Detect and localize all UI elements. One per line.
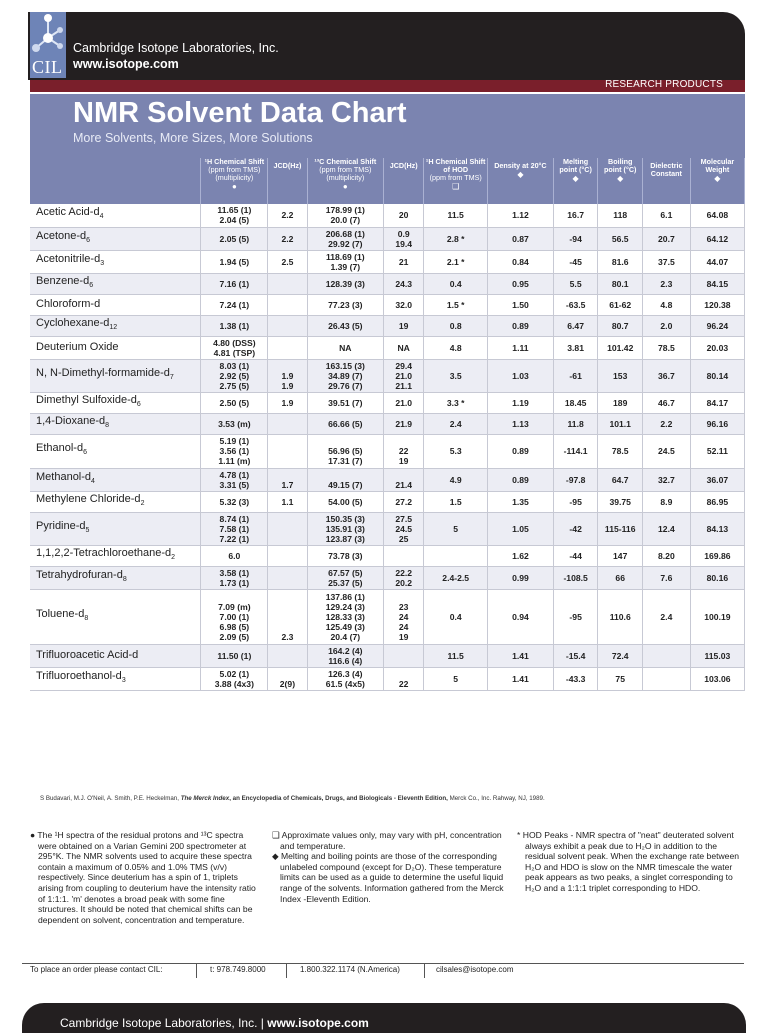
cell-jc	[384, 546, 424, 567]
table-row	[30, 414, 745, 435]
cell-hod: 1.5	[424, 491, 488, 512]
citation-rest: , an Encyclopedia of Chemicals, Drugs, and Biologicals - Eleventh Edition,	[229, 795, 448, 802]
table-row	[30, 315, 745, 336]
cell-bp: 147	[598, 546, 643, 567]
cell-mw: 86.95	[690, 491, 744, 512]
cell-diel: 32.7	[643, 468, 691, 491]
footnote-mark-icon: ◆	[572, 174, 579, 183]
cell-h: 8.74 (1) 7.58 (1) 7.22 (1)	[201, 512, 268, 546]
cell-mw: 80.14	[690, 359, 744, 393]
column-header-label: Dielectric Constant	[650, 161, 683, 178]
column-header-sub: (ppm from TMS)	[429, 173, 482, 182]
cell-jc: 27.2	[384, 491, 424, 512]
cell-jh: 1.9 1.9	[268, 359, 307, 393]
cell-h: 11.65 (1) 2.04 (5)	[201, 204, 268, 227]
cell-jh	[268, 336, 307, 359]
table-row	[30, 590, 745, 645]
cell-hod: 0.4	[424, 590, 488, 645]
cell-hod: 11.5	[424, 204, 488, 227]
cell-hod: 1.5 *	[424, 294, 488, 315]
cell-mp: -94	[553, 227, 598, 250]
cell-hod: 0.4	[424, 273, 488, 294]
cell-c: 66.66 (5)	[307, 414, 383, 435]
column-header	[384, 158, 424, 204]
table-row	[30, 294, 745, 315]
cell-diel: 8.9	[643, 491, 691, 512]
cell-jc: 19	[384, 315, 424, 336]
cell-c: 73.78 (3)	[307, 546, 383, 567]
cell-jh	[268, 273, 307, 294]
cell-hod: 5	[424, 512, 488, 546]
cell-jc: 29.4 21.0 21.1	[384, 359, 424, 393]
cell-mw: 84.13	[690, 512, 744, 546]
cell-bp: 64.7	[598, 468, 643, 491]
table-row	[30, 227, 745, 250]
cell-diel: 78.5	[643, 336, 691, 359]
cell-mp: 11.8	[553, 414, 598, 435]
cell-c: 54.00 (5)	[307, 491, 383, 512]
column-header	[643, 158, 691, 204]
cell-jh: 1.7	[268, 468, 307, 491]
cell-diel: 20.7	[643, 227, 691, 250]
cil-logo	[30, 12, 66, 78]
contact-divider	[286, 964, 287, 978]
cell-dens: 1.62	[488, 546, 554, 567]
table-row	[30, 204, 745, 227]
cell-bp: 80.1	[598, 273, 643, 294]
solvent-name: Chloroform-d	[30, 294, 201, 315]
cell-c: 56.96 (5) 17.31 (7)	[307, 435, 383, 469]
cell-jc: 22	[384, 667, 424, 690]
cell-mw: 20.03	[690, 336, 744, 359]
cell-dens: 1.35	[488, 491, 554, 512]
cell-bp: 56.5	[598, 227, 643, 250]
cell-bp: 118	[598, 204, 643, 227]
cell-c: 150.35 (3) 135.91 (3) 123.87 (3)	[307, 512, 383, 546]
cell-dens: 1.19	[488, 393, 554, 414]
note-hod-text: * HOD Peaks - NMR spectra of "neat" deuterated solvent always exhibit a peak due to H₂O in addition to the residual solvent peak. When the exchange rate between H₂O and HDO is slow on the NMR timescale the water peak appears as two peaks, a singlet corresponding to H₂O and a 1:1:1 triplet corresponding to HDO.	[517, 830, 740, 893]
cell-hod: 11.5	[424, 644, 488, 667]
cell-c: 126.3 (4) 61.5 (4x5)	[307, 667, 383, 690]
cell-mp: 5.5	[553, 273, 598, 294]
cell-mp: -108.5	[553, 567, 598, 590]
cell-hod: 5	[424, 667, 488, 690]
cell-dens: 0.84	[488, 250, 554, 273]
cell-mp: 18.45	[553, 393, 598, 414]
cell-c: 67.57 (5) 25.37 (5)	[307, 567, 383, 590]
company-url[interactable]: www.isotope.com	[73, 57, 179, 71]
solvent-name: Toluene-$d_8$	[30, 590, 201, 645]
cell-bp: 101.42	[598, 336, 643, 359]
cell-h: 8.03 (1) 2.92 (5) 2.75 (5)	[201, 359, 268, 393]
cell-c: 128.39 (3)	[307, 273, 383, 294]
cell-h: 5.02 (1) 3.88 (4x3)	[201, 667, 268, 690]
solvent-name: $1,1,2,2-Tetrachloroethane-d_2$	[30, 546, 201, 567]
solvent-name: Dimethyl Sulfoxide-$d_6$	[30, 393, 201, 414]
cell-mp: -44	[553, 546, 598, 567]
column-header-label: Density at 20°C	[494, 161, 547, 170]
cell-mw: 120.38	[690, 294, 744, 315]
citation-publisher: Merck Co., Inc. Rahway, NJ, 1989.	[447, 795, 545, 802]
cell-mp: 3.81	[553, 336, 598, 359]
cell-diel: 7.6	[643, 567, 691, 590]
cell-mp: 16.7	[553, 204, 598, 227]
cell-mp: -15.4	[553, 644, 598, 667]
cell-jc	[384, 644, 424, 667]
column-header	[598, 158, 643, 204]
cell-mw: 64.08	[690, 204, 744, 227]
cell-dens: 0.89	[488, 435, 554, 469]
cell-mw: 100.19	[690, 590, 744, 645]
note-approx-text: ❑ Approximate values only, may vary with pH, concentration and temperature.	[272, 830, 502, 851]
table-row	[30, 644, 745, 667]
column-header	[30, 158, 201, 204]
cell-dens: 1.41	[488, 644, 554, 667]
cell-jc: 24.3	[384, 273, 424, 294]
contact-tollfree[interactable]: 1.800.322.1174 (N.America)	[300, 965, 400, 974]
contact-label: To place an order please contact CIL:	[30, 965, 163, 974]
cell-diel: 37.5	[643, 250, 691, 273]
cell-mp: -95	[553, 491, 598, 512]
title-panel	[30, 94, 745, 158]
citation-title: The Merck Index	[180, 795, 230, 802]
cell-h: 6.0	[201, 546, 268, 567]
cell-hod: 4.8	[424, 336, 488, 359]
cell-c: 39.51 (7)	[307, 393, 383, 414]
column-header	[690, 158, 744, 204]
cell-bp: 115-116	[598, 512, 643, 546]
cell-hod: 2.8 *	[424, 227, 488, 250]
cell-mw: 96.16	[690, 414, 744, 435]
column-header	[553, 158, 598, 204]
cell-bp: 78.5	[598, 435, 643, 469]
cell-h: 5.19 (1) 3.56 (1) 1.11 (m)	[201, 435, 268, 469]
cell-diel: 2.2	[643, 414, 691, 435]
cell-jh	[268, 512, 307, 546]
solvent-name: Acetonitrile-$d_3$	[30, 250, 201, 273]
note-melting-text: ◆ Melting and boiling points are those of the corresponding unlabeled compound (except for D₂O). These temperature limits can be used as a guide to determine the useful liquid range of the solvents. Information gathered from the Merck Index -Eleventh Edition.	[272, 851, 504, 904]
cell-bp: 101.1	[598, 414, 643, 435]
cell-mp: -63.5	[553, 294, 598, 315]
column-header	[488, 158, 554, 204]
contact-phone[interactable]: t: 978.749.8000	[210, 965, 266, 974]
cell-diel: 4.8	[643, 294, 691, 315]
column-header	[424, 158, 488, 204]
cell-h: 4.80 (DSS) 4.81 (TSP)	[201, 336, 268, 359]
cell-jc: NA	[384, 336, 424, 359]
footnote-mark-icon: ❑	[452, 182, 460, 191]
cell-hod: 3.5	[424, 359, 488, 393]
citation-authors: S Budavari, M.J. O'Neil, A. Smith, P.E. Heckelman,	[40, 795, 181, 802]
cell-c: 137.86 (1) 129.24 (3) 128.33 (3) 125.49 (3) 20.4 (7)	[307, 590, 383, 645]
cell-dens: 0.99	[488, 567, 554, 590]
cell-hod: 2.4	[424, 414, 488, 435]
solvent-data-table	[30, 158, 745, 691]
cell-jc: 32.0	[384, 294, 424, 315]
research-products-label: RESEARCH PRODUCTS	[605, 79, 723, 90]
cell-jh	[268, 435, 307, 469]
cell-bp: 80.7	[598, 315, 643, 336]
cell-mw: 44.07	[690, 250, 744, 273]
footer-url[interactable]: www.isotope.com	[267, 1016, 369, 1030]
cell-hod: 0.8	[424, 315, 488, 336]
cell-mw: 103.06	[690, 667, 744, 690]
cell-mw: 84.17	[690, 393, 744, 414]
cell-jc: 27.5 24.5 25	[384, 512, 424, 546]
cell-c: 49.15 (7)	[307, 468, 383, 491]
solvent-name: $1,4-Dioxane-d_8$	[30, 414, 201, 435]
cell-mp: -61	[553, 359, 598, 393]
solvent-name: Cyclohexane-$d_{12}$	[30, 315, 201, 336]
table-row	[30, 273, 745, 294]
company-name: Cambridge Isotope Laboratories, Inc.	[73, 41, 279, 55]
cell-diel: 12.4	[643, 512, 691, 546]
cell-h: 7.09 (m) 7.00 (1) 6.98 (5) 2.09 (5)	[201, 590, 268, 645]
cell-c: NA	[307, 336, 383, 359]
column-header-label: Molecular Weight	[700, 157, 735, 174]
footnote-mark-icon: ◆	[517, 170, 524, 179]
solvent-name: Acetic Acid-$d_4$	[30, 204, 201, 227]
column-header-sub: (ppm from TMS) (multiplicity)	[208, 165, 261, 182]
cell-jh: 2.3	[268, 590, 307, 645]
table-row	[30, 512, 745, 546]
cell-mp: -45	[553, 250, 598, 273]
cell-hod: 2.4-2.5	[424, 567, 488, 590]
cell-mp: -43.3	[553, 667, 598, 690]
cell-bp: 153	[598, 359, 643, 393]
cell-jh: 1.9	[268, 393, 307, 414]
column-header	[201, 158, 268, 204]
solvent-name: Benzene-$d_6$	[30, 273, 201, 294]
cell-bp: 81.6	[598, 250, 643, 273]
table-body	[30, 204, 745, 690]
cell-jc: 21.4	[384, 468, 424, 491]
contact-divider	[424, 964, 425, 978]
table-row	[30, 359, 745, 393]
solvent-name: N, $N-Dimethyl-formamide-d_7$	[30, 359, 201, 393]
cell-hod: 5.3	[424, 435, 488, 469]
cell-dens: 1.03	[488, 359, 554, 393]
cell-c: 77.23 (3)	[307, 294, 383, 315]
cell-mw: 84.15	[690, 273, 744, 294]
cell-c: 164.2 (4) 116.6 (4)	[307, 644, 383, 667]
note-spectra-text: ● The ¹H spectra of the residual protons and ¹³C spectra were obtained on a Varian Gemini 200 spectrometer at 295°K. The NMR solvents used to acquire these spectra contain a maximum of 0.05% and 1.0% TMS (v/v) respectively. Since deuterium has a spin of 1, triplets arising from coupling to deuterium have the intensity ratio of 1:1:1. 'm' denotes a broad peak with some fine structures. It should be noted that chemical shifts can be dependent on solvent, concentration and temperature.	[30, 830, 256, 925]
cell-dens: 1.11	[488, 336, 554, 359]
cell-h: 3.53 (m)	[201, 414, 268, 435]
table-row	[30, 393, 745, 414]
cell-bp: 61-62	[598, 294, 643, 315]
cell-mp: -42	[553, 512, 598, 546]
cell-h: 7.24 (1)	[201, 294, 268, 315]
cell-bp: 110.6	[598, 590, 643, 645]
solvent-name: Ethanol-$d_6$	[30, 435, 201, 469]
cell-h: 1.94 (5)	[201, 250, 268, 273]
cell-mw: 96.24	[690, 315, 744, 336]
page-subtitle: More Solvents, More Sizes, More Solutions	[73, 131, 313, 145]
solvent-name: Acetone-$d_6$	[30, 227, 201, 250]
cell-jh: 2(9)	[268, 667, 307, 690]
table-row	[30, 491, 745, 512]
column-header-label: ¹H Chemical Shift of HOD	[425, 157, 486, 174]
molecule-icon	[30, 12, 66, 58]
cell-h: 2.50 (5)	[201, 393, 268, 414]
contact-email[interactable]: cilsales@isotope.com	[436, 965, 514, 974]
cell-hod: 2.1 *	[424, 250, 488, 273]
cell-dens: 1.12	[488, 204, 554, 227]
table-row	[30, 546, 745, 567]
cell-diel: 46.7	[643, 393, 691, 414]
cell-dens: 1.13	[488, 414, 554, 435]
cell-bp: 72.4	[598, 644, 643, 667]
footer-company: Cambridge Isotope Laboratories, Inc.	[60, 1016, 258, 1030]
cell-jc: 22.2 20.2	[384, 567, 424, 590]
cell-h: 4.78 (1) 3.31 (5)	[201, 468, 268, 491]
solvent-name: Trifluoroacetic Acid-d	[30, 644, 201, 667]
solvent-name: Deuterium Oxide	[30, 336, 201, 359]
cell-mp: 6.47	[553, 315, 598, 336]
cell-jh	[268, 294, 307, 315]
citation	[40, 795, 545, 802]
cell-diel: 2.0	[643, 315, 691, 336]
column-header-label: ¹³C Chemical Shift	[314, 157, 377, 166]
page-title: NMR Solvent Data Chart	[73, 97, 407, 129]
cell-bp: 189	[598, 393, 643, 414]
cell-jh	[268, 315, 307, 336]
cell-diel: 2.4	[643, 590, 691, 645]
cell-h: 3.58 (1) 1.73 (1)	[201, 567, 268, 590]
cell-c: 118.69 (1) 1.39 (7)	[307, 250, 383, 273]
cell-c: 178.99 (1) 20.0 (7)	[307, 204, 383, 227]
cell-h: 1.38 (1)	[201, 315, 268, 336]
cell-jh	[268, 644, 307, 667]
cell-jh	[268, 567, 307, 590]
footnote-mark-icon: ●	[342, 182, 348, 191]
column-header-sub: (ppm from TMS) (multiplicity)	[319, 165, 372, 182]
cell-jc: 20	[384, 204, 424, 227]
cell-mp: -95	[553, 590, 598, 645]
cell-h: 11.50 (1)	[201, 644, 268, 667]
footer-bar	[22, 1003, 746, 1033]
column-header	[268, 158, 307, 204]
cell-mp: -114.1	[553, 435, 598, 469]
cell-jc: 21	[384, 250, 424, 273]
cell-jh: 1.1	[268, 491, 307, 512]
column-header	[307, 158, 383, 204]
cell-dens: 1.41	[488, 667, 554, 690]
cell-jc: 22 19	[384, 435, 424, 469]
cell-h: 7.16 (1)	[201, 273, 268, 294]
cell-mw: 36.07	[690, 468, 744, 491]
cell-dens: 1.05	[488, 512, 554, 546]
cell-jh: 2.2	[268, 204, 307, 227]
column-header-label: ¹H Chemical Shift	[204, 157, 265, 166]
cell-jh	[268, 546, 307, 567]
cell-hod: 3.3 *	[424, 393, 488, 414]
cell-jh: 2.5	[268, 250, 307, 273]
cell-jc: 0.9 19.4	[384, 227, 424, 250]
footnote-mark-icon: ◆	[714, 174, 721, 183]
logo-text: CIL	[32, 57, 63, 77]
column-header-label: JCD(Hz)	[389, 161, 418, 170]
footnote-mark-icon: ◆	[617, 174, 624, 183]
cell-diel: 2.3	[643, 273, 691, 294]
cell-mw: 52.11	[690, 435, 744, 469]
note-spectra	[30, 830, 262, 925]
cell-dens: 0.89	[488, 315, 554, 336]
cell-jh	[268, 414, 307, 435]
cell-diel	[643, 667, 691, 690]
cell-c: 26.43 (5)	[307, 315, 383, 336]
cell-c: 163.15 (3) 34.89 (7) 29.76 (7)	[307, 359, 383, 393]
cell-dens: 0.94	[488, 590, 554, 645]
cell-h: 2.05 (5)	[201, 227, 268, 250]
cell-bp: 75	[598, 667, 643, 690]
cell-jc: 21.0	[384, 393, 424, 414]
cell-diel: 8.20	[643, 546, 691, 567]
table-header-row	[30, 158, 745, 204]
cell-bp: 39.75	[598, 491, 643, 512]
cell-c: 206.68 (1) 29.92 (7)	[307, 227, 383, 250]
cell-mp: -97.8	[553, 468, 598, 491]
cell-diel: 6.1	[643, 204, 691, 227]
cell-dens: 1.50	[488, 294, 554, 315]
cell-h: 5.32 (3)	[201, 491, 268, 512]
cell-diel: 24.5	[643, 435, 691, 469]
cell-bp: 66	[598, 567, 643, 590]
cell-jc: 21.9	[384, 414, 424, 435]
cell-jh: 2.2	[268, 227, 307, 250]
footer-divider: |	[260, 1016, 264, 1030]
cell-hod	[424, 546, 488, 567]
solvent-name: Methanol-$d_4$	[30, 468, 201, 491]
solvent-name: Trifluoroethanol-$d_3$	[30, 667, 201, 690]
cell-dens: 0.87	[488, 227, 554, 250]
table-row	[30, 250, 745, 273]
table-row	[30, 435, 745, 469]
table-row	[30, 567, 745, 590]
contact-divider	[196, 964, 197, 978]
column-header-label: JCD(Hz)	[273, 161, 302, 170]
cell-diel: 36.7	[643, 359, 691, 393]
contact-rule	[22, 963, 744, 964]
cell-diel	[643, 644, 691, 667]
solvent-table-wrapper	[30, 158, 745, 788]
solvent-name: Tetrahydrofuran-$d_8$	[30, 567, 201, 590]
column-header-label: Melting point (°C)	[559, 157, 592, 174]
cell-mw: 115.03	[690, 644, 744, 667]
note-approx	[272, 830, 508, 904]
solvent-name: Methylene Chloride-$d_2$	[30, 491, 201, 512]
cell-hod: 4.9	[424, 468, 488, 491]
solvent-name: Pyridine-$d_5$	[30, 512, 201, 546]
footer-text	[60, 1016, 369, 1030]
note-hod	[517, 830, 747, 894]
cell-mw: 80.16	[690, 567, 744, 590]
table-row	[30, 667, 745, 690]
cell-mw: 64.12	[690, 227, 744, 250]
table-row	[30, 468, 745, 491]
cell-dens: 0.89	[488, 468, 554, 491]
cell-jc: 23 24 24 19	[384, 590, 424, 645]
cell-dens: 0.95	[488, 273, 554, 294]
footnote-mark-icon: ●	[231, 182, 237, 191]
cell-mw: 169.86	[690, 546, 744, 567]
table-row	[30, 336, 745, 359]
column-header-label: Boiling point (°C)	[604, 157, 637, 174]
